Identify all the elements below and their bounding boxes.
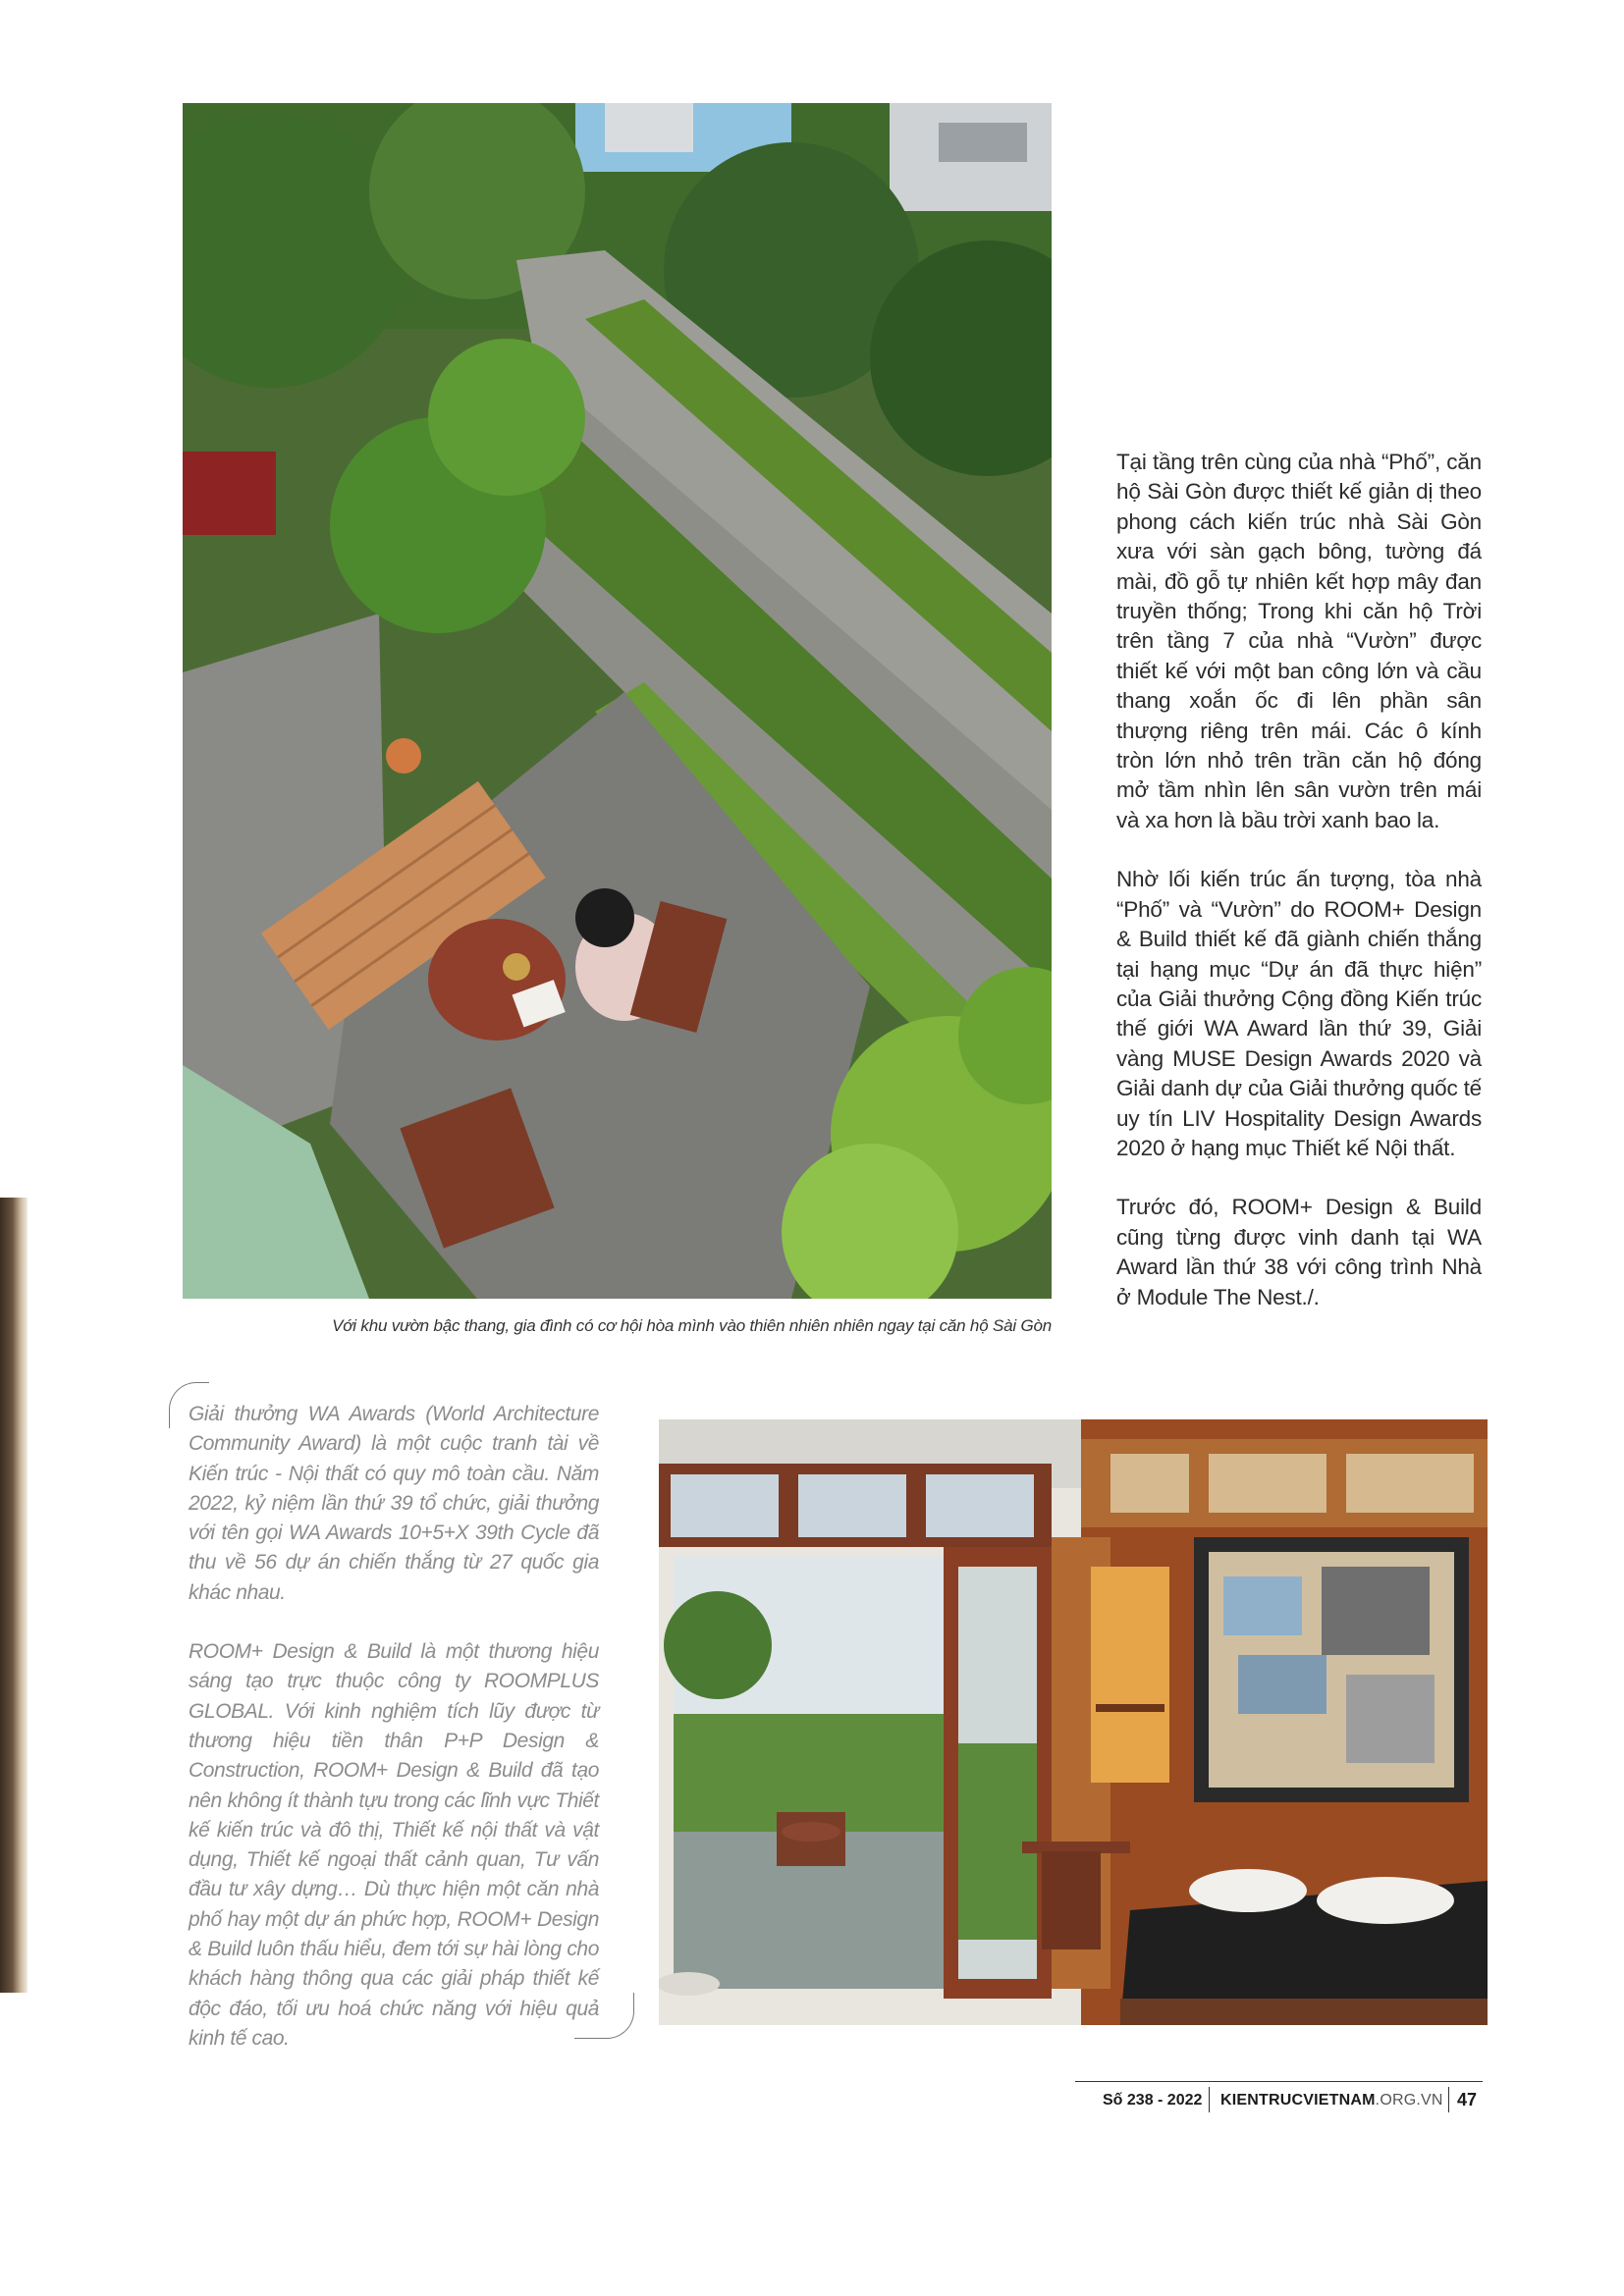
facing-page-edge (0, 1198, 27, 1993)
rooftop-garden-photo (183, 103, 1052, 1299)
website-domain: .ORG.VN (1375, 2092, 1443, 2109)
sidebar-paragraph: ROOM+ Design & Build là một thương hiệu sáng tạo trực thuộc công ty ROOMPLUS GLOBAL. Với kinh nghiệm tích lũy được từ thương hiệu tiền thân P+P Design & Construction, ROOM+ Design & Build đã tạo nên không ít thành tựu trong các lĩnh vực Thiết kế kiến trúc và đô thị, Thiết kế nội thất và vật dụng, Thiết kế ngoại thất cảnh quan, Tư vấn đầu tư xây dựng… Dù thực hiện một căn nhà phố hay một dự án phức hợp, ROOM+ Design & Build luôn thấu hiểu, đem tới sự hài lòng cho khách hàng thông qua các giải pháp thiết kế độc đáo, tối ưu hoá chức năng với hiệu quả kinh tế cao. (189, 1640, 599, 2050)
footer-divider (1209, 2087, 1210, 2112)
website-link[interactable] (1220, 2092, 1443, 2109)
footer-divider (1448, 2087, 1449, 2112)
sidebar-bracket-bottom (574, 1993, 634, 2039)
article-paragraph: Tại tầng trên cùng của nhà “Phố”, căn hộ Sài Gòn được thiết kế giản dị theo phong cách kiến trúc nhà Sài Gòn xưa với sàn gạch bông, tường đá mài, đồ gỗ tự nhiên kết hợp mây đan truyền thống; Trong khi căn hộ Trời trên tầng 7 của nhà “Vườn” được thiết kế với một ban công lớn và cầu thang xoắn ốc đi lên phần sân thượng riêng trên mái. Các ô kính tròn lớn nhỏ trên trần căn hộ đóng mở tầm nhìn lên sân vườn trên mái và xa hơn là bầu trời xanh bao la. (1116, 450, 1482, 832)
photo-caption: Với khu vườn bậc thang, gia đình có cơ hội hòa mình vào thiên nhiên nhiên ngay tại căn hộ Sài Gòn (332, 1316, 1052, 1335)
issue-number: Số 238 - 2022 (1103, 2092, 1203, 2109)
page-number: 47 (1457, 2090, 1478, 2109)
sidebar-note (189, 1400, 599, 2083)
sidebar-paragraph: Giải thưởng WA Awards (World Architecture Community Award) là một cuộc tranh tài về Kiến trúc - Nội thất có quy mô toàn cầu. Năm 2022, kỷ niệm lần thứ 39 tổ chức, giải thưởng với tên gọi WA Awards 10+5+X 39th Cycle đã thu về 56 dự án chiến thắng từ 27 quốc gia khác nhau. (189, 1403, 599, 1604)
article-paragraph: Nhờ lối kiến trúc ấn tượng, tòa nhà “Phố” và “Vườn” do ROOM+ Design & Build thiết kế đã giành chiến thắng tại hạng mục “Dự án đã thực hiện” của Giải thưởng Cộng đồng Kiến trúc thế giới WA Award lần thứ 39, Giải vàng MUSE Design Awards 2020 và Giải danh dự của Giải thưởng quốc tế uy tín LIV Hospitality Design Awards 2020 ở hạng mục Thiết kế Nội thất. (1116, 867, 1482, 1160)
bedroom-photo (659, 1419, 1488, 2025)
website-name: KIENTRUCVIETNAM (1220, 2092, 1376, 2109)
article-body (1116, 448, 1482, 1342)
footer-rule (1075, 2081, 1483, 2082)
page-footer (1075, 2081, 1483, 2116)
article-paragraph: Trước đó, ROOM+ Design & Build cũng từng được vinh danh tại WA Award lần thứ 38 với công trình Nhà ở Module The Nest./. (1116, 1195, 1482, 1309)
